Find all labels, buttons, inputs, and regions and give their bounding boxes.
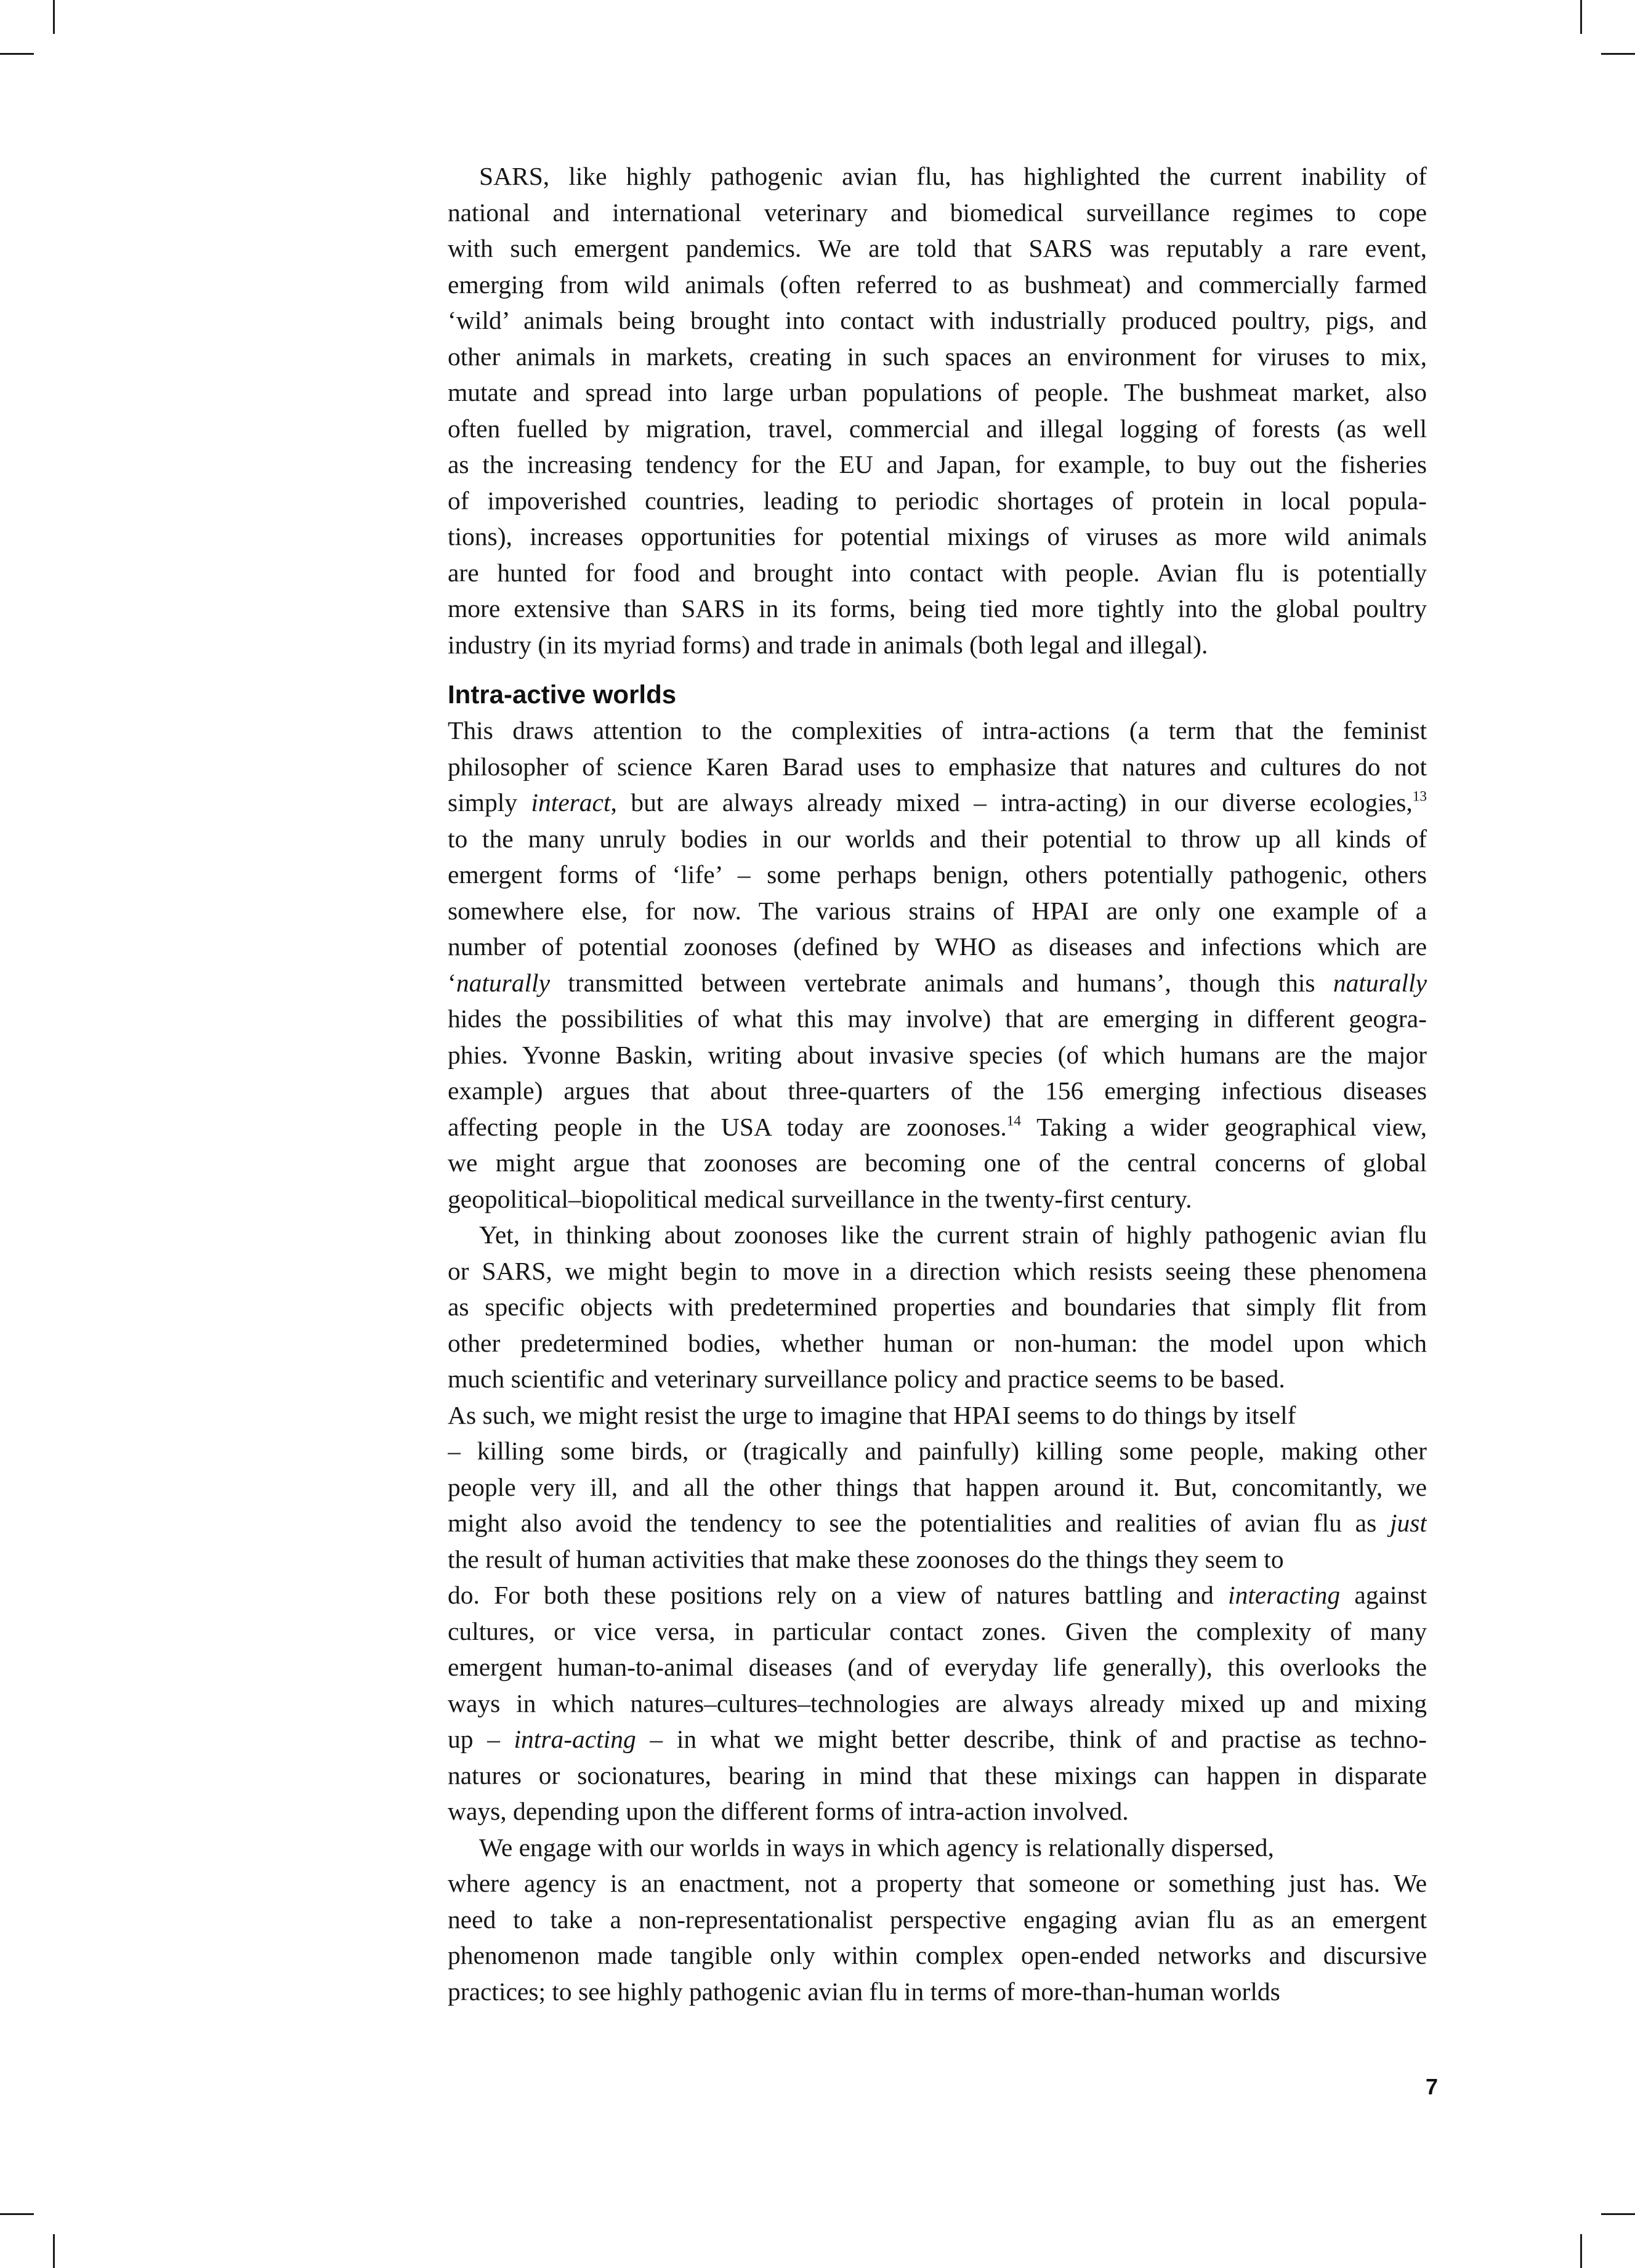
footnote-ref-14: 14 bbox=[1006, 1112, 1021, 1129]
text-line: ‘wild’ animals being brought into contact with industrially produced poultry, pigs, and bbox=[448, 306, 1427, 334]
text-line: phenomenon made tangible only within complex open-ended networks and discursive bbox=[448, 1941, 1427, 1969]
text-line: natures or socionatures, bearing in mind that these mixings can happen in disparate bbox=[448, 1761, 1427, 1790]
text-line: number of potential zoonoses (defined by WHO as diseases and infections which are bbox=[448, 932, 1427, 961]
text-line: as specific objects with predetermined properties and boundaries that simply flit from bbox=[448, 1293, 1427, 1321]
italic-text: just bbox=[1390, 1509, 1427, 1537]
crop-mark-bottom-left-horizontal bbox=[0, 2213, 34, 2215]
text-run: ‘ bbox=[448, 968, 456, 997]
page-number: 7 bbox=[1425, 2074, 1438, 2099]
text-line: with such emergent pandemics. We are told that SARS was reputably a rare event, bbox=[448, 234, 1427, 262]
text-line bbox=[448, 1505, 1427, 1541]
italic-text: naturally bbox=[456, 968, 550, 997]
text-line: the result of human activities that make these zoonoses do the things they seem to bbox=[448, 1544, 1284, 1573]
text-line: geopolitical–biopolitical medical surveillance in the twenty-first century. bbox=[448, 1184, 1192, 1213]
text-run: , but are always already mixed – intra-acting) in our diverse ecologies, bbox=[610, 788, 1413, 817]
text-line: phies. Yvonne Baskin, writing about invasive species (of which humans are the major bbox=[448, 1040, 1427, 1069]
crop-mark-bottom-right-horizontal bbox=[1601, 2213, 1635, 2215]
section-heading: Intra-active worlds bbox=[448, 680, 677, 709]
crop-mark-top-right-vertical bbox=[1580, 0, 1582, 34]
italic-text: interact bbox=[531, 788, 611, 817]
text-line: need to take a non-representationalist perspective engaging avian flu as an emergent bbox=[448, 1905, 1427, 1934]
text-line: as the increasing tendency for the EU and Japan, for example, to buy out the fisheries bbox=[448, 450, 1427, 478]
text-line: tions), increases opportunities for potential mixings of viruses as more wild animals bbox=[448, 522, 1427, 551]
text-line: other predetermined bodies, whether human or non-human: the model upon which bbox=[448, 1328, 1427, 1357]
paragraph-agency bbox=[448, 1830, 1427, 2010]
text-run: up – bbox=[448, 1725, 514, 1753]
text-line: where agency is an enactment, not a property that someone or something just has. We bbox=[448, 1869, 1427, 1897]
text-line: Yet, in thinking about zoonoses like the current strain of highly pathogenic avian flu bbox=[479, 1221, 1427, 1249]
text-line: emergent forms of ‘life’ – some perhaps benign, others potentially pathogenic, others bbox=[448, 860, 1427, 889]
text-line bbox=[448, 785, 1427, 821]
crop-mark-top-left-vertical bbox=[53, 0, 55, 34]
text-run: Taking a wider geographical view, bbox=[1020, 1112, 1427, 1141]
text-line: philosopher of science Karen Barad uses to emphasize that natures and cultures do not bbox=[448, 752, 1427, 781]
text-line: or SARS, we might begin to move in a direction which resists seeing these phenomena bbox=[448, 1256, 1427, 1285]
text-line: – killing some birds, or (tragically and painfully) killing some people, making other bbox=[448, 1437, 1427, 1465]
text-run: against bbox=[1340, 1581, 1427, 1609]
text-line: As such, we might resist the urge to imagine that HPAI seems to do things by itself bbox=[448, 1400, 1296, 1429]
text-line bbox=[448, 1577, 1427, 1613]
italic-text: intra-acting bbox=[514, 1725, 636, 1753]
text-run: affecting people in the USA today are zoonoses. bbox=[448, 1112, 1007, 1141]
text-run: might also avoid the tendency to see the potentialities and realities of avian flu as bbox=[448, 1509, 1391, 1537]
text-line: people very ill, and all the other things that happen around it. But, concomitantly, we bbox=[448, 1472, 1427, 1501]
footnote-ref-13: 13 bbox=[1412, 788, 1427, 805]
paragraph-sars bbox=[448, 158, 1427, 663]
text-line: we might argue that zoonoses are becoming one of the central concerns of global bbox=[448, 1148, 1427, 1177]
paragraph-intra-actions bbox=[448, 712, 1427, 1217]
text-line: more extensive than SARS in its forms, being tied more tightly into the global poultry bbox=[448, 594, 1427, 623]
text-line bbox=[448, 965, 1427, 1001]
text-line: emergent human-to-animal diseases (and of everyday life generally), this overlooks the bbox=[448, 1653, 1427, 1681]
crop-mark-bottom-left-vertical bbox=[53, 2234, 55, 2268]
text-line: industry (in its myriad forms) and trade in animals (both legal and illegal). bbox=[448, 630, 1208, 659]
text-run: – in what we might better describe, think of and practise as techno- bbox=[636, 1725, 1427, 1753]
text-line: This draws attention to the complexities of intra-actions (a term that the feminist bbox=[448, 716, 1427, 745]
text-line: mutate and spread into large urban populations of people. The bushmeat market, also bbox=[448, 378, 1427, 406]
body-text bbox=[448, 158, 1427, 2009]
text-line: ways, depending upon the different forms of intra-action involved. bbox=[448, 1797, 1129, 1825]
text-line bbox=[448, 1109, 1427, 1145]
crop-mark-top-left-horizontal bbox=[0, 53, 34, 55]
text-line bbox=[448, 1721, 1427, 1757]
text-line: ways in which natures–cultures–technologies are always already mixed up and mixing bbox=[448, 1689, 1427, 1717]
text-line: emerging from wild animals (often referred to as bushmeat) and commercially farmed bbox=[448, 270, 1427, 299]
text-line: other animals in markets, creating in such spaces an environment for viruses to mix, bbox=[448, 342, 1427, 371]
text-line: SARS, like highly pathogenic avian flu, has highlighted the current inability of bbox=[479, 162, 1427, 190]
text-line: cultures, or vice versa, in particular contact zones. Given the complexity of many bbox=[448, 1616, 1427, 1645]
italic-text: naturally bbox=[1333, 968, 1427, 997]
text-line: example) argues that about three-quarters of the 156 emerging infectious diseases bbox=[448, 1076, 1427, 1105]
crop-mark-top-right-horizontal bbox=[1601, 53, 1635, 55]
text-run: simply bbox=[448, 788, 531, 817]
italic-text: interacting bbox=[1228, 1581, 1341, 1609]
text-run: do. For both these positions rely on a view of natures battling and bbox=[448, 1581, 1229, 1609]
text-line: much scientific and veterinary surveillance policy and practice seems to be based. bbox=[448, 1365, 1285, 1393]
text-line: national and international veterinary and biomedical surveillance regimes to cope bbox=[448, 198, 1427, 227]
crop-mark-bottom-right-vertical bbox=[1580, 2234, 1582, 2268]
text-line: We engage with our worlds in ways in which agency is relationally dispersed, bbox=[479, 1833, 1274, 1862]
text-run: transmitted between vertebrate animals and humans’, though this bbox=[550, 968, 1333, 997]
text-line: of impoverished countries, leading to periodic shortages of protein in local popula- bbox=[448, 486, 1427, 515]
text-line: often fuelled by migration, travel, commercial and illegal logging of forests (as well bbox=[448, 414, 1427, 443]
text-line: are hunted for food and brought into contact with people. Avian flu is potentially bbox=[448, 558, 1427, 587]
text-line: practices; to see highly pathogenic avian flu in terms of more-than-human worlds bbox=[448, 1977, 1280, 2006]
text-line: somewhere else, for now. The various strains of HPAI are only one example of a bbox=[448, 896, 1427, 925]
text-line: hides the possibilities of what this may involve) that are emerging in different geogra- bbox=[448, 1004, 1427, 1033]
text-line: to the many unruly bodies in our worlds and their potential to throw up all kinds of bbox=[448, 824, 1427, 853]
paragraph-zoonoses bbox=[448, 1217, 1427, 1830]
